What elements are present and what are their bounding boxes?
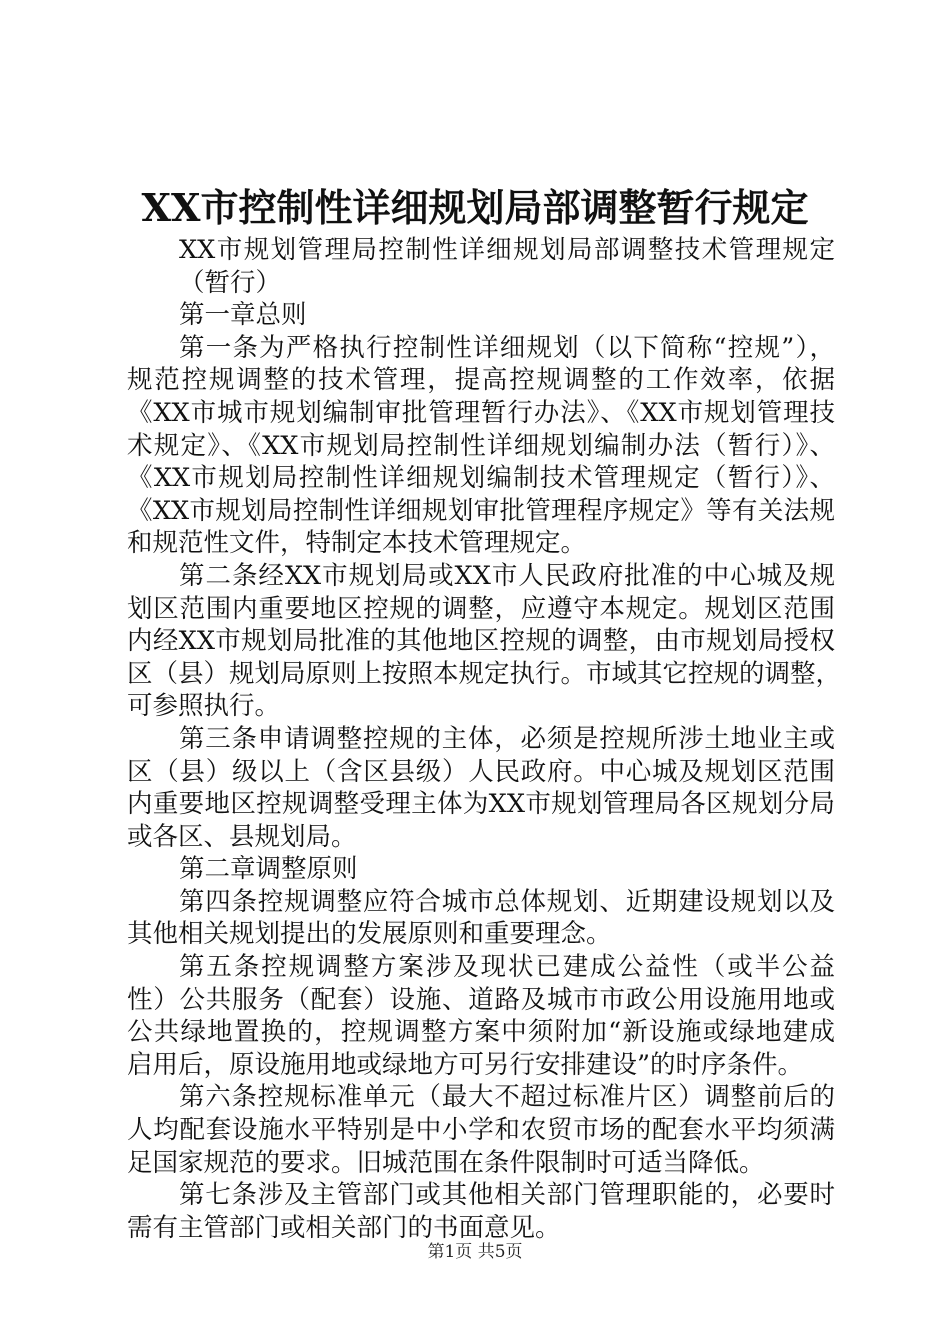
document-line: 性）公共服务（配套）设施、道路及城市市政公用设施用地或 xyxy=(127,984,835,1015)
document-line: 或各区、县规划局。 xyxy=(127,821,357,852)
document-line: 足国家规范的要求。旧城范围在条件限制时可适当降低。 xyxy=(127,1147,765,1178)
document-line: 第五条控规调整方案涉及现状已建成公益性（或半公益 xyxy=(179,952,835,983)
document-line: 规范控规调整的技术管理，提高控规调整的工作效率，依据 xyxy=(127,365,835,396)
document-line: 术规定》、《XX市规划局控制性详细规划编制办法（暂行）》、 xyxy=(127,430,835,461)
document-line: 其他相关规划提出的发展原则和重要理念。 xyxy=(127,919,612,950)
document-line: 可参照执行。 xyxy=(127,691,281,722)
document-body xyxy=(127,234,842,1244)
document-line: XX市规划管理局控制性详细规划局部调整技术管理规定 xyxy=(179,235,835,265)
page-footer: 第1页 共5页 xyxy=(427,1242,523,1262)
document-line: 公共绿地置换的，控规调整方案中须附加“新设施或绿地建成 xyxy=(127,1017,835,1048)
document-line: 区（县）级以上（含区县级）人民政府。中心城及规划区范围 xyxy=(127,756,835,787)
document-line: 第一章总则 xyxy=(179,300,307,331)
document-line: 《XX市规划局控制性详细规划审批管理程序规定》等有关法规 xyxy=(127,495,835,526)
document-line: 第七条涉及主管部门或其他相关部门管理职能的，必要时 xyxy=(179,1180,835,1211)
document-line: 启用后，原设施用地或绿地方可另行安排建设”的时序条件。 xyxy=(127,1049,804,1080)
document-line: 第四条控规调整应符合城市总体规划、近期建设规划以及 xyxy=(179,886,835,917)
document-line: 《XX市城市规划编制审批管理暂行办法》、《XX市规划管理技 xyxy=(127,397,835,428)
document-line: 《XX市规划局控制性详细规划编制技术管理规定（暂行）》、 xyxy=(127,463,835,494)
document-line: 划区范围内重要地区控规的调整，应遵守本规定。规划区范围 xyxy=(127,593,835,624)
document-line: 人均配套设施水平特别是中小学和农贸市场的配套水平均须满 xyxy=(127,1115,835,1146)
document-line: 内重要地区控规调整受理主体为XX市规划管理局各区规划分局 xyxy=(127,789,835,820)
document-title: XX市控制性详细规划局部调整暂行规定 xyxy=(141,185,809,230)
document-line: 第一条为严格执行控制性详细规划（以下简称“控规”）， xyxy=(179,332,835,363)
document-line: 第三条申请调整控规的主体，必须是控规所涉土地业主或 xyxy=(179,723,835,754)
document-line: 和规范性文件，特制定本技术管理规定。 xyxy=(127,528,587,559)
document-line: 第二章调整原则 xyxy=(179,854,358,885)
document-line: （暂行） xyxy=(179,267,282,298)
document-line: 区（县）规划局原则上按照本规定执行。市域其它控规的调整， xyxy=(127,658,842,689)
document-line: 需有主管部门或相关部门的书面意见。 xyxy=(127,1212,561,1243)
document-line: 第六条控规标准单元（最大不超过标准片区）调整前后的 xyxy=(179,1082,835,1113)
document-line: 第二条经XX市规划局或XX市人民政府批准的中心城及规 xyxy=(179,560,835,591)
document-line: 内经XX市规划局批准的其他地区控规的调整，由市规划局授权 xyxy=(127,626,835,657)
